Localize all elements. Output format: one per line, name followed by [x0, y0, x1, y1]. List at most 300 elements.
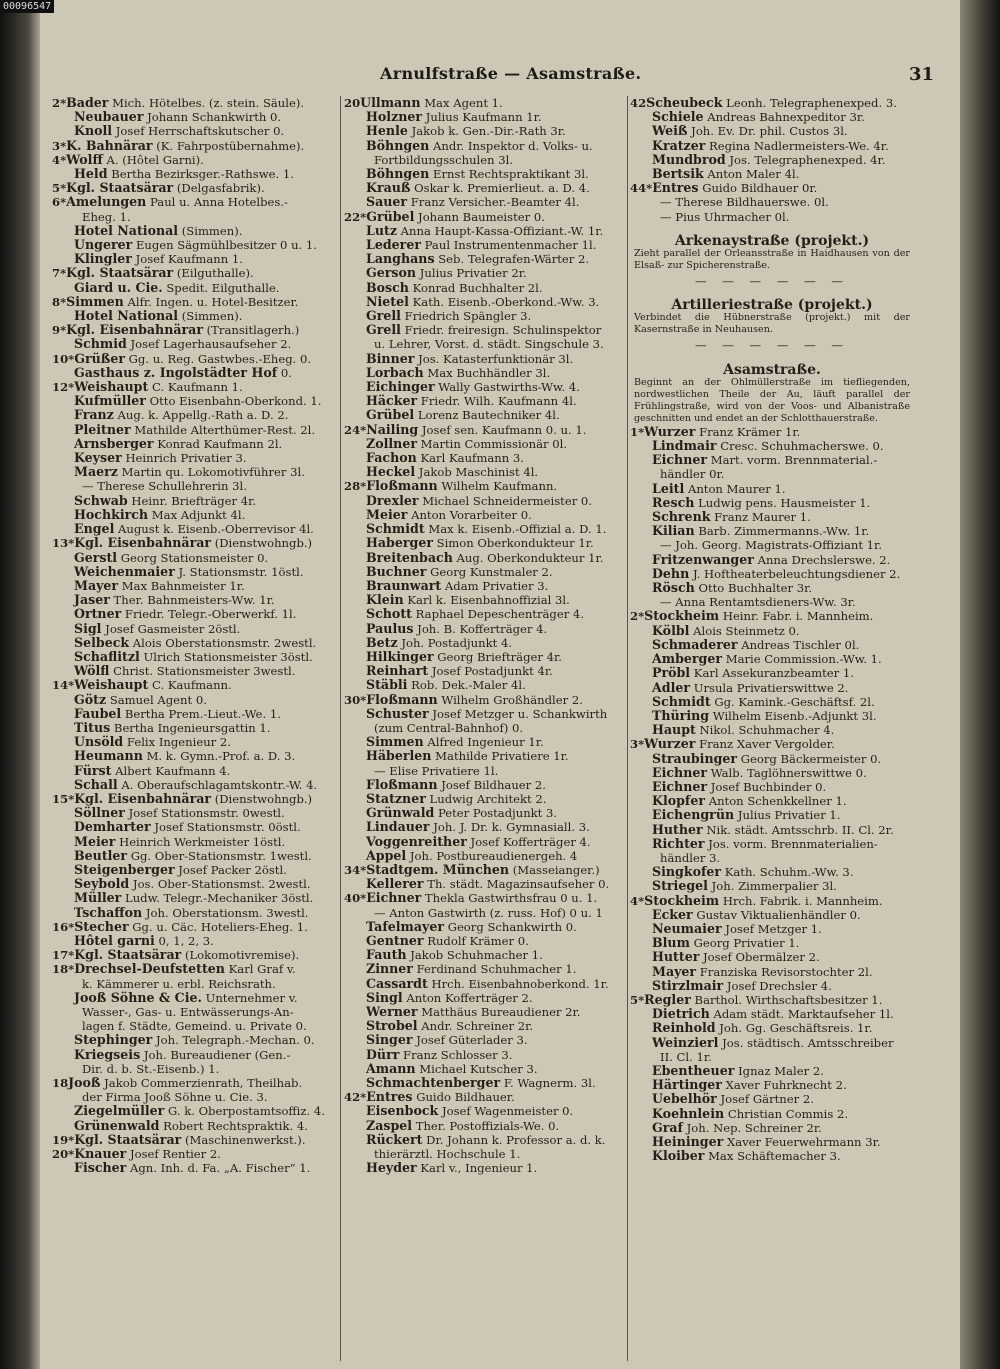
directory-entry — [344, 693, 624, 707]
entry-details: Josef Metzger u. Schankwirth — [432, 706, 608, 721]
resident-name: Selbeck — [74, 635, 130, 650]
house-number: 20 — [344, 96, 361, 110]
resident-name: Hilkinger — [366, 649, 434, 664]
resident-name: Singer — [366, 1033, 413, 1048]
entry-details: Martin Commissionär 0l. — [420, 436, 568, 451]
directory-entry — [344, 522, 624, 536]
entry-details: Joh. Nep. Schreiner 2r. — [686, 1120, 822, 1135]
directory-entry — [344, 820, 624, 834]
directory-entry — [344, 962, 624, 976]
resident-name: Kriegseis — [74, 1047, 141, 1062]
resident-name: Heckel — [366, 465, 416, 480]
entry-details: Friedr. freiresign. Schulinspektor — [404, 323, 602, 338]
entry-details: (Maschinenwerkst.). — [184, 1132, 306, 1147]
directory-entry — [630, 624, 914, 638]
resident-name: Böhngen — [366, 167, 430, 182]
house-number: 2* — [630, 609, 645, 624]
resident-name: Mayer — [652, 964, 697, 979]
entry-continuation: Dir. d. b. St.-Eisenb.) 1. — [82, 1061, 220, 1076]
entry-details: Georg Kunstmaler 2. — [430, 564, 553, 579]
directory-entry — [344, 579, 624, 593]
directory-entry — [52, 1147, 338, 1161]
directory-entry — [52, 352, 338, 366]
resident-name: Bertsik — [652, 167, 704, 182]
resident-name: Gerstl — [74, 550, 118, 565]
directory-entry — [630, 524, 914, 538]
entry-details: Jakob Commerzienrath, Theilhab. — [104, 1076, 303, 1091]
resident-name: Wolff — [66, 152, 103, 167]
entry-details: Anna Haupt-Kassa-Offiziant.-W. 1r. — [400, 223, 604, 238]
resident-name: Schiele — [652, 110, 704, 125]
directory-entry — [344, 735, 624, 749]
directory-entry — [630, 496, 914, 510]
resident-name: Klingler — [74, 252, 132, 267]
directory-entry — [52, 479, 338, 493]
resident-name: Graf — [652, 1120, 683, 1135]
directory-entry — [52, 650, 338, 664]
entry-details: Anton Vorarbeiter 0. — [411, 507, 532, 522]
resident-name: Eichner — [652, 765, 708, 780]
entry-details: Seb. Telegrafen-Wärter 2. — [438, 252, 590, 267]
resident-name: Weishaupt — [74, 380, 149, 395]
resident-name: Rösch — [652, 581, 695, 596]
resident-name: Eichner — [366, 891, 422, 906]
resident-name: Adler — [652, 680, 691, 695]
entry-continuation: — Anton Gastwirth (z. russ. Hof) 0 u. 1 — [374, 905, 603, 920]
directory-entry — [344, 565, 624, 579]
entry-details: Alois Steinmetz 0. — [693, 623, 800, 638]
entry-details: Joh. Gg. Geschäftsreis. 1r. — [719, 1021, 873, 1036]
entry-details: Friedr. Wilh. Kaufmann 4l. — [420, 394, 577, 409]
entry-details: Cresc. Schuhmacherswe. 0. — [720, 439, 884, 454]
resident-name: Eisenbock — [366, 1104, 439, 1119]
directory-entry — [630, 766, 914, 780]
resident-name: Ortner — [74, 607, 122, 622]
directory-entry — [344, 380, 624, 394]
house-number: 12* — [52, 380, 75, 395]
resident-name: Scheubeck — [646, 96, 723, 110]
entry-details: Xaver Feuerwehrmann 3r. — [726, 1135, 881, 1149]
resident-name: Binner — [366, 351, 415, 366]
entry-details: Joh. Bureaudiener (Gen.- — [143, 1047, 291, 1062]
resident-name: Koehnlein — [652, 1106, 725, 1121]
directory-entry — [52, 565, 338, 579]
entry-details: Ludwig Architekt 2. — [429, 791, 547, 806]
house-number: 8* — [52, 294, 67, 309]
entry-continuation: (zum Central-Bahnhof) 0. — [374, 720, 524, 735]
entry-details: Andr. Inspektor d. Volks- u. — [433, 138, 593, 153]
entry-details: Franz Krämer 1r. — [699, 424, 801, 439]
directory-entry — [630, 794, 914, 808]
resident-name: Gerson — [366, 266, 417, 281]
directory-entry — [52, 281, 338, 295]
entry-details: Wilhelm Kaufmann. — [441, 479, 558, 494]
entry-details: Ther. Postoffizials-We. 0. — [415, 1118, 560, 1133]
entry-details: Bertha Ingenieursgattin 1. — [113, 720, 271, 735]
entry-details: Anton Schenkkellner 1. — [708, 794, 847, 809]
resident-name: Kölbl — [652, 623, 690, 638]
house-number: 3* — [52, 138, 67, 153]
entry-details: Alois Oberstationsmstr. 2westl. — [132, 635, 317, 650]
directory-entry — [52, 920, 338, 934]
resident-name: Lorbach — [366, 365, 424, 380]
resident-name: Kloiber — [652, 1149, 705, 1164]
entry-continuation: thierärztl. Hochschule 1. — [374, 1147, 521, 1162]
directory-entry — [344, 1119, 624, 1133]
entry-details: Bertha Bezirksger.-Rathswe. 1. — [111, 167, 294, 182]
resident-name: Stephinger — [74, 1033, 153, 1048]
directory-entry — [344, 139, 624, 153]
directory-entry — [344, 494, 624, 508]
resident-name: Stadtgem. München — [366, 862, 510, 877]
entry-details: Josef Drechsler 4. — [726, 978, 832, 993]
directory-entry — [52, 849, 338, 863]
resident-name: Sigl — [74, 621, 102, 636]
entry-details: (K. Fahrpostübernahme). — [156, 138, 305, 153]
entry-details: Georg Stationsmeister 0. — [120, 550, 269, 565]
directory-entry — [630, 181, 914, 195]
directory-entry — [344, 749, 624, 763]
directory-entry — [344, 337, 624, 351]
resident-name: Grübel — [366, 408, 415, 423]
directory-entry — [630, 1092, 914, 1106]
resident-name: Stockheim — [644, 893, 720, 908]
resident-name: Wurzer — [644, 737, 696, 752]
film-id: 00096547 — [0, 0, 54, 13]
entry-details: Johann Schankwirth 0. — [147, 110, 282, 125]
house-number: 17* — [52, 948, 75, 963]
resident-name: Thüring — [652, 708, 710, 723]
street-note-asamstrasse: Beginnt an der Ohlmüllerstraße im tiefliegenden, nordwestlichen Theile der Au, läuft parallel der Frühlingstraße, wird von der Voos- und Albanistraße geschnitten und endet an der Schlotthauerstraße. — [634, 376, 910, 424]
directory-entry — [344, 536, 624, 550]
directory-entry — [52, 948, 338, 962]
directory-entry — [344, 309, 624, 323]
directory-entry — [52, 778, 338, 792]
directory-entry — [344, 423, 624, 437]
house-number: 15* — [52, 791, 75, 806]
directory-entry — [344, 210, 624, 224]
resident-name: Eichner — [652, 453, 708, 468]
entry-details: Kath. Eisenb.-Oberkond.-Ww. 3. — [412, 294, 600, 309]
entries-asamstrasse — [630, 425, 914, 1164]
resident-name: Wölfl — [74, 664, 110, 679]
directory-entry — [52, 465, 338, 479]
directory-entry — [630, 638, 914, 652]
directory-entry — [630, 1050, 914, 1064]
house-number: 3* — [630, 737, 645, 752]
directory-entry — [344, 920, 624, 934]
resident-name: Simmen — [366, 735, 424, 750]
entry-details: Friedr. Telegr.-Oberwerkf. 1l. — [124, 607, 297, 622]
entry-details: Heinrich Privatier 3. — [125, 451, 247, 466]
entry-details: Julius Privatier 2r. — [419, 266, 527, 281]
street-heading-artilleriestrasse: Artilleriestraße (projekt.) — [671, 297, 873, 314]
directory-entry — [52, 423, 338, 437]
entry-details: Anna Drechslerswe. 2. — [757, 552, 891, 567]
directory-entry — [52, 266, 338, 280]
entry-details: Rob. Dek.-Maler 4l. — [411, 678, 526, 693]
entry-details: Franz Versicher.-Beamter 4l. — [410, 195, 580, 210]
directory-entry — [344, 437, 624, 451]
resident-name: Floßmann — [366, 777, 438, 792]
entry-details: Josef Kaufmann 1. — [135, 252, 243, 267]
entry-details: Guido Bildhauer. — [416, 1090, 515, 1105]
entry-continuation: k. Kämmerer u. erbl. Reichsrath. — [82, 976, 276, 991]
directory-entry — [344, 622, 624, 636]
resident-name: Bader — [66, 96, 109, 110]
directory-entry — [630, 709, 914, 723]
entry-details: Anton Maurer 1. — [687, 481, 786, 496]
resident-name: Schrenk — [652, 510, 711, 525]
entry-details: Andreas Bahnexpeditor 3r. — [707, 110, 865, 125]
entry-details: Dr. Johann k. Professor a. d. k. — [426, 1132, 606, 1147]
house-number: 22* — [344, 209, 367, 224]
directory-entry — [630, 1078, 914, 1092]
directory-entry — [630, 510, 914, 524]
entry-continuation: Eheg. 1. — [82, 209, 131, 224]
entry-details: (Masseianger.) — [512, 862, 600, 877]
resident-name: Hotel National — [74, 309, 179, 324]
directory-entry — [344, 792, 624, 806]
directory-entry — [52, 494, 338, 508]
resident-name: Breitenbach — [366, 550, 453, 565]
directory-entry — [630, 439, 914, 453]
page-right-edge — [960, 0, 1000, 1369]
resident-name: Kgl. Eisenbahnärar — [74, 536, 212, 551]
resident-name: Stecher — [74, 919, 129, 934]
resident-name: Drechsel-Deufstetten — [74, 962, 225, 977]
entry-details: Joh. Telegraph.-Mechan. 0. — [155, 1033, 315, 1048]
entry-details: Gustav Viktualienhändler 0. — [696, 907, 861, 922]
directory-entry — [344, 1104, 624, 1118]
directory-entry — [630, 581, 914, 595]
resident-name: Maerz — [74, 465, 118, 480]
resident-name: Sauer — [366, 195, 408, 210]
entry-details: Georg Privatier 1. — [693, 936, 800, 951]
directory-entry — [52, 735, 338, 749]
directory-entry — [630, 908, 914, 922]
resident-name: Stirzlmair — [652, 978, 724, 993]
entry-details: Josef Metzger 1. — [725, 921, 822, 936]
directory-entry — [52, 764, 338, 778]
entry-details: Josef Kofferträger 4. — [470, 834, 591, 849]
resident-name: Kufmüller — [74, 394, 146, 409]
resident-name: Mundbrod — [652, 152, 726, 167]
directory-entry — [52, 1048, 338, 1062]
directory-entry — [52, 664, 338, 678]
house-number: 28* — [344, 479, 367, 494]
entry-details: Lorenz Bautechniker 4l. — [417, 408, 560, 423]
resident-name: Weinzierl — [652, 1035, 719, 1050]
entry-details: Andreas Tischler 0l. — [741, 637, 860, 652]
directory-entry — [630, 1036, 914, 1050]
entry-details: Joh. Oberstationsm. 3westl. — [145, 905, 309, 920]
resident-name: Hochkirch — [74, 507, 149, 522]
directory-entry — [344, 323, 624, 337]
resident-name: Kgl. Staatsärar — [66, 181, 174, 196]
directory-entry — [630, 195, 914, 209]
entry-details: Konrad Kaufmann 2l. — [157, 436, 283, 451]
entry-details: Ferdinand Schuhmacher 1. — [416, 962, 577, 977]
resident-name: Ziegelmüller — [74, 1104, 165, 1119]
directory-entry — [630, 808, 914, 822]
entry-details: Hrch. Fabrik. i. Mannheim. — [722, 893, 883, 908]
house-number: 9* — [52, 323, 67, 338]
directory-entry — [344, 181, 624, 195]
directory-entry — [52, 394, 338, 408]
entry-details: Karl v., Ingenieur 1. — [420, 1161, 538, 1176]
resident-name: Fachon — [366, 451, 417, 466]
entry-details: Anton Maler 4l. — [707, 167, 800, 182]
directory-entry — [344, 508, 624, 522]
directory-entry — [630, 965, 914, 979]
directory-entry — [630, 1121, 914, 1135]
directory-entry — [344, 707, 624, 721]
entry-details: Wilhelm Eisenb.-Adjunkt 3l. — [712, 708, 877, 723]
entry-details: Anton Kofferträger 2. — [406, 990, 533, 1005]
directory-entry — [52, 863, 338, 877]
entry-details: Jakob Maschinist 4l. — [418, 465, 539, 480]
directory-entry — [52, 139, 338, 153]
directory-entry — [630, 425, 914, 439]
column-3 — [630, 96, 914, 1361]
entry-details: Spedit. Eilguthalle. — [166, 280, 280, 295]
entry-details: Hrch. Eisenbahnoberkond. 1r. — [431, 976, 609, 991]
house-number: 18* — [52, 962, 75, 977]
directory-entry — [344, 636, 624, 650]
entry-details: Josef Packer 2östl. — [178, 862, 287, 877]
resident-name: Werner — [366, 1005, 418, 1019]
resident-name: Unsöld — [74, 735, 124, 750]
resident-name: Kgl. Staatsärar — [74, 1132, 182, 1147]
street-heading-asamstrasse: Asamstraße. — [723, 361, 821, 378]
resident-name: Häberlen — [366, 749, 432, 764]
directory-entry — [344, 465, 624, 479]
directory-entry — [344, 1033, 624, 1047]
entry-details: Michael Schneidermeister 0. — [422, 493, 592, 508]
entry-details: Josef Herrschaftskutscher 0. — [115, 124, 285, 139]
resident-name: Eichengrün — [652, 808, 735, 823]
resident-name: Ebentheuer — [652, 1063, 735, 1078]
directory-entry — [630, 837, 914, 851]
resident-name: Statzner — [366, 791, 426, 806]
directory-entry — [344, 266, 624, 280]
house-number: 44* — [630, 181, 653, 196]
resident-name: Appel — [366, 848, 407, 863]
directory-entry — [52, 607, 338, 621]
resident-name: Grünenwald — [74, 1118, 160, 1133]
directory-entry — [630, 595, 914, 609]
entry-details: Michael Kutscher 3. — [419, 1061, 538, 1076]
directory-entry — [52, 408, 338, 422]
directory-entry — [630, 538, 914, 552]
directory-entry — [344, 849, 624, 863]
entry-details: Walb. Taglöhnerswittwe 0. — [710, 765, 867, 780]
directory-entry — [52, 96, 338, 110]
entry-details: Julius Privatier 1. — [737, 808, 841, 823]
resident-name: Meier — [74, 834, 116, 849]
directory-entry — [52, 835, 338, 849]
resident-name: Hutter — [652, 950, 700, 965]
resident-name: Kratzer — [652, 138, 706, 153]
entry-details: Robert Rechtspraktik. 4. — [163, 1118, 308, 1133]
entry-details: Adam Privatier 3. — [444, 578, 549, 593]
directory-entry — [52, 181, 338, 195]
house-number: 6* — [52, 195, 67, 210]
resident-name: Grell — [366, 323, 401, 338]
entry-details: Heinr. Briefträger 4r. — [131, 493, 257, 508]
directory-entry — [344, 195, 624, 209]
entry-details: Karl k. Eisenbahnoffizial 3l. — [407, 593, 570, 608]
resident-name: Singl — [366, 990, 403, 1005]
directory-entry — [630, 723, 914, 737]
column-1 — [52, 96, 338, 1361]
entry-details: Karl Graf v. — [228, 962, 296, 977]
resident-name: Nailing — [366, 422, 419, 437]
entry-details: J. Hoftheaterbeleuchtungsdiener 2. — [692, 566, 901, 581]
directory-entry — [52, 124, 338, 138]
section-separator: — — — — — — — [695, 338, 849, 353]
resident-name: Schuster — [366, 706, 429, 721]
directory-entry — [344, 352, 624, 366]
directory-entry — [630, 139, 914, 153]
directory-entry — [630, 666, 914, 680]
directory-entry — [344, 408, 624, 422]
resident-name: Beutler — [74, 848, 128, 863]
resident-name: Fürst — [74, 763, 112, 778]
directory-entry — [630, 950, 914, 964]
directory-entry — [344, 153, 624, 167]
directory-entry — [52, 1062, 338, 1076]
resident-name: Voggenreither — [366, 834, 467, 849]
resident-name: Floßmann — [366, 692, 438, 707]
resident-name: Blum — [652, 936, 690, 951]
entry-details: M. k. Gymn.-Prof. a. D. 3. — [146, 749, 296, 764]
resident-name: Wurzer — [644, 424, 696, 439]
resident-name: Eichner — [652, 779, 708, 794]
directory-entry — [344, 664, 624, 678]
directory-entry — [344, 551, 624, 565]
entry-details: Mich. Hötelbes. (z. stein. Säule). — [112, 96, 305, 110]
directory-entry — [52, 977, 338, 991]
directory-entry — [52, 693, 338, 707]
resident-name: Faubel — [74, 706, 122, 721]
directory-entry — [630, 567, 914, 581]
entry-details: Ernst Rechtspraktikant 3l. — [433, 167, 589, 182]
resident-name: Fritzenwanger — [652, 552, 754, 567]
directory-entry — [52, 210, 338, 224]
house-number: 42 — [630, 96, 647, 110]
entry-continuation: der Firma Jooß Söhne u. Cie. 3. — [82, 1090, 268, 1105]
entry-details: (Simmen). — [181, 223, 243, 238]
house-number: 24* — [344, 422, 367, 437]
directory-entry — [344, 934, 624, 948]
entry-details: Christ. Stationsmeister 3westl. — [113, 664, 296, 679]
entry-details: Josef Buchbinder 0. — [710, 779, 827, 794]
resident-name: Seybold — [74, 877, 130, 892]
entry-details: Barb. Zimmermanns.-Ww. 1r. — [698, 524, 870, 539]
directory-entry — [52, 1076, 338, 1090]
entry-details: C. Kaufmann. — [152, 678, 232, 693]
directory-entry — [52, 238, 338, 252]
entry-continuation: händler 3. — [660, 850, 721, 865]
entry-details: Friedrich Spängler 3. — [404, 309, 532, 324]
house-number: 10* — [52, 351, 75, 366]
entry-continuation: — Elise Privatiere 1l. — [374, 763, 499, 778]
directory-entry — [344, 110, 624, 124]
entry-details: A. (Hôtel Garni). — [106, 152, 204, 167]
directory-entry — [52, 451, 338, 465]
